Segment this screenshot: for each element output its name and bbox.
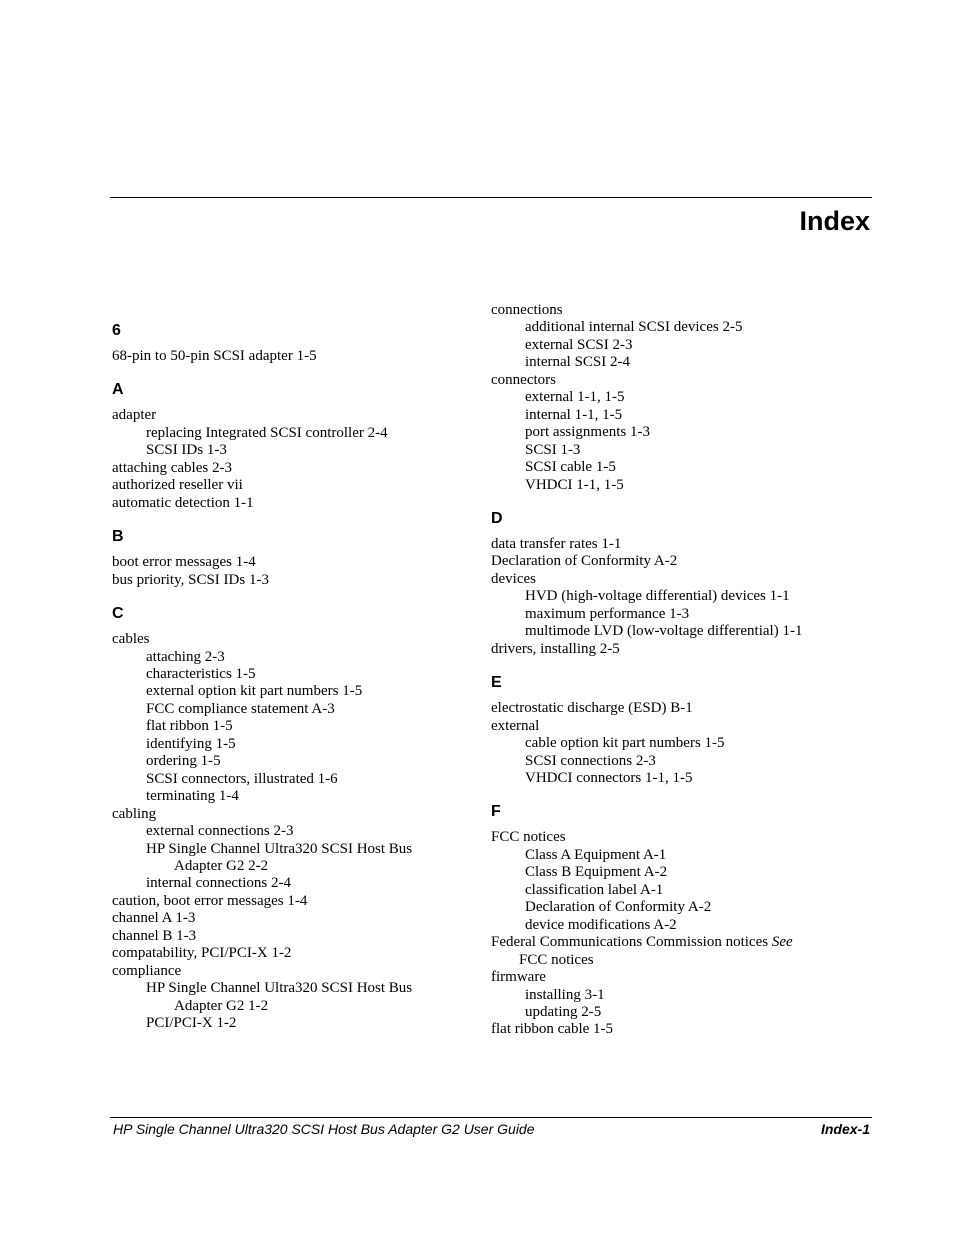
index-subentry: internal connections 2-4 [146, 875, 291, 892]
index-subentry: installing 3-1 [525, 986, 605, 1003]
index-subentry: flat ribbon 1-5 [146, 718, 233, 735]
index-entry: Declaration of Conformity A-2 [491, 553, 678, 570]
index-subentry: cable option kit part numbers 1-5 [525, 735, 725, 752]
index-subentry: FCC compliance statement A-3 [146, 700, 335, 717]
index-left-column [112, 320, 482, 1047]
index-entry: adapter [112, 407, 157, 424]
section-heading: B [112, 528, 124, 546]
index-entry: cables [112, 631, 150, 648]
index-entry: boot error messages 1-4 [112, 554, 256, 571]
index-subentry: PCI/PCI-X 1-2 [146, 1015, 237, 1032]
index-subentry: HVD (high-voltage differential) devices 1-1 [525, 588, 790, 605]
index-entry: caution, boot error messages 1-4 [112, 892, 308, 909]
index-subentry: SCSI connectors, illustrated 1-6 [146, 770, 338, 787]
index-subentry: attaching 2-3 [146, 648, 225, 665]
index-section-d [491, 508, 891, 658]
footer-guide-title: HP Single Channel Ultra320 SCSI Host Bus Adapter G2 User Guide [113, 1121, 535, 1137]
index-subentry: identifying 1-5 [146, 735, 236, 752]
section-heading: C [112, 605, 124, 623]
index-subentry: updating 2-5 [525, 1003, 602, 1020]
index-entry: channel B 1-3 [112, 927, 197, 944]
index-entry: Federal Communications Commission notices See [491, 934, 793, 951]
index-entry: compliance [112, 962, 182, 979]
index-entry: bus priority, SCSI IDs 1-3 [112, 571, 269, 588]
index-section-6 [112, 320, 482, 365]
index-subentry: external 1-1, 1-5 [525, 389, 625, 406]
index-subentry: external option kit part numbers 1-5 [146, 683, 363, 700]
index-entry: channel A 1-3 [112, 910, 196, 927]
index-section-f [491, 801, 891, 1038]
index-entry: data transfer rates 1-1 [491, 535, 622, 552]
index-entry: flat ribbon cable 1-5 [491, 1021, 614, 1038]
index-entry: automatic detection 1-1 [112, 494, 254, 511]
index-subentry: device modifications A-2 [525, 916, 677, 933]
section-heading: E [491, 674, 502, 692]
index-subentry: VHDCI connectors 1-1, 1-5 [525, 769, 693, 786]
index-subentry: external SCSI 2-3 [525, 336, 633, 353]
index-entry: compatability, PCI/PCI-X 1-2 [112, 945, 292, 962]
index-subentry: terminating 1-4 [146, 788, 239, 805]
index-subentry: characteristics 1-5 [146, 665, 256, 682]
index-entry: authorized reseller vii [112, 477, 243, 494]
top-rule [110, 197, 872, 198]
index-entry: FCC notices [491, 829, 566, 846]
index-entry: connections [491, 302, 563, 318]
index-subentry: external connections 2-3 [146, 823, 294, 840]
section-heading: F [491, 803, 501, 821]
index-entry: firmware [491, 969, 546, 986]
index-subentry-continuation: Adapter G2 1-2 [174, 997, 269, 1014]
see-reference: See [771, 934, 793, 951]
index-subentry: SCSI cable 1-5 [525, 459, 616, 476]
index-section-a [112, 379, 482, 512]
footer-page-number: Index-1 [820, 1121, 870, 1137]
index-subentry: maximum performance 1-3 [525, 605, 690, 622]
index-subentry: replacing Integrated SCSI controller 2-4 [146, 424, 388, 441]
section-heading: A [112, 381, 124, 399]
index-subentry: Class A Equipment A-1 [525, 846, 667, 863]
index-subentry: VHDCI 1-1, 1-5 [525, 476, 624, 493]
index-subentry: SCSI IDs 1-3 [146, 442, 227, 459]
index-entry: attaching cables 2-3 [112, 459, 232, 476]
index-section-c-continued [491, 302, 891, 494]
index-entry: cabling [112, 805, 157, 822]
index-subentry: HP Single Channel Ultra320 SCSI Host Bus [146, 840, 413, 857]
section-heading: 6 [112, 322, 121, 339]
index-subentry: multimode LVD (low-voltage differential) 1-1 [525, 623, 803, 640]
index-entry-continuation: FCC notices [519, 951, 594, 968]
index-subentry: classification label A-1 [525, 881, 664, 898]
index-subentry: port assignments 1-3 [525, 424, 650, 441]
index-section-b [112, 526, 482, 589]
index-subentry: SCSI 1-3 [525, 441, 581, 458]
index-subentry-continuation: Adapter G2 2-2 [174, 857, 269, 874]
index-subentry: HP Single Channel Ultra320 SCSI Host Bus [146, 980, 413, 997]
section-heading: D [491, 509, 503, 527]
index-right-column [491, 302, 891, 1053]
index-section-c [112, 603, 482, 1032]
index-entry: electrostatic discharge (ESD) B-1 [491, 700, 693, 717]
index-entry: 68-pin to 50-pin SCSI adapter 1-5 [112, 348, 317, 364]
index-subentry: Class B Equipment A-2 [525, 864, 668, 881]
index-subentry: Declaration of Conformity A-2 [525, 899, 712, 916]
index-entry: drivers, installing 2-5 [491, 640, 620, 657]
index-subentry: internal SCSI 2-4 [525, 354, 630, 371]
index-subentry: ordering 1-5 [146, 753, 221, 770]
index-subentry: SCSI connections 2-3 [525, 752, 656, 769]
page-title: Index [799, 206, 870, 236]
index-section-e [491, 672, 891, 787]
index-entry: connectors [491, 371, 556, 388]
index-entry: devices [491, 570, 536, 587]
index-subentry: internal 1-1, 1-5 [525, 406, 623, 423]
footer-rule [110, 1117, 872, 1118]
index-subentry: additional internal SCSI devices 2-5 [525, 319, 743, 336]
index-entry: external [491, 717, 540, 734]
